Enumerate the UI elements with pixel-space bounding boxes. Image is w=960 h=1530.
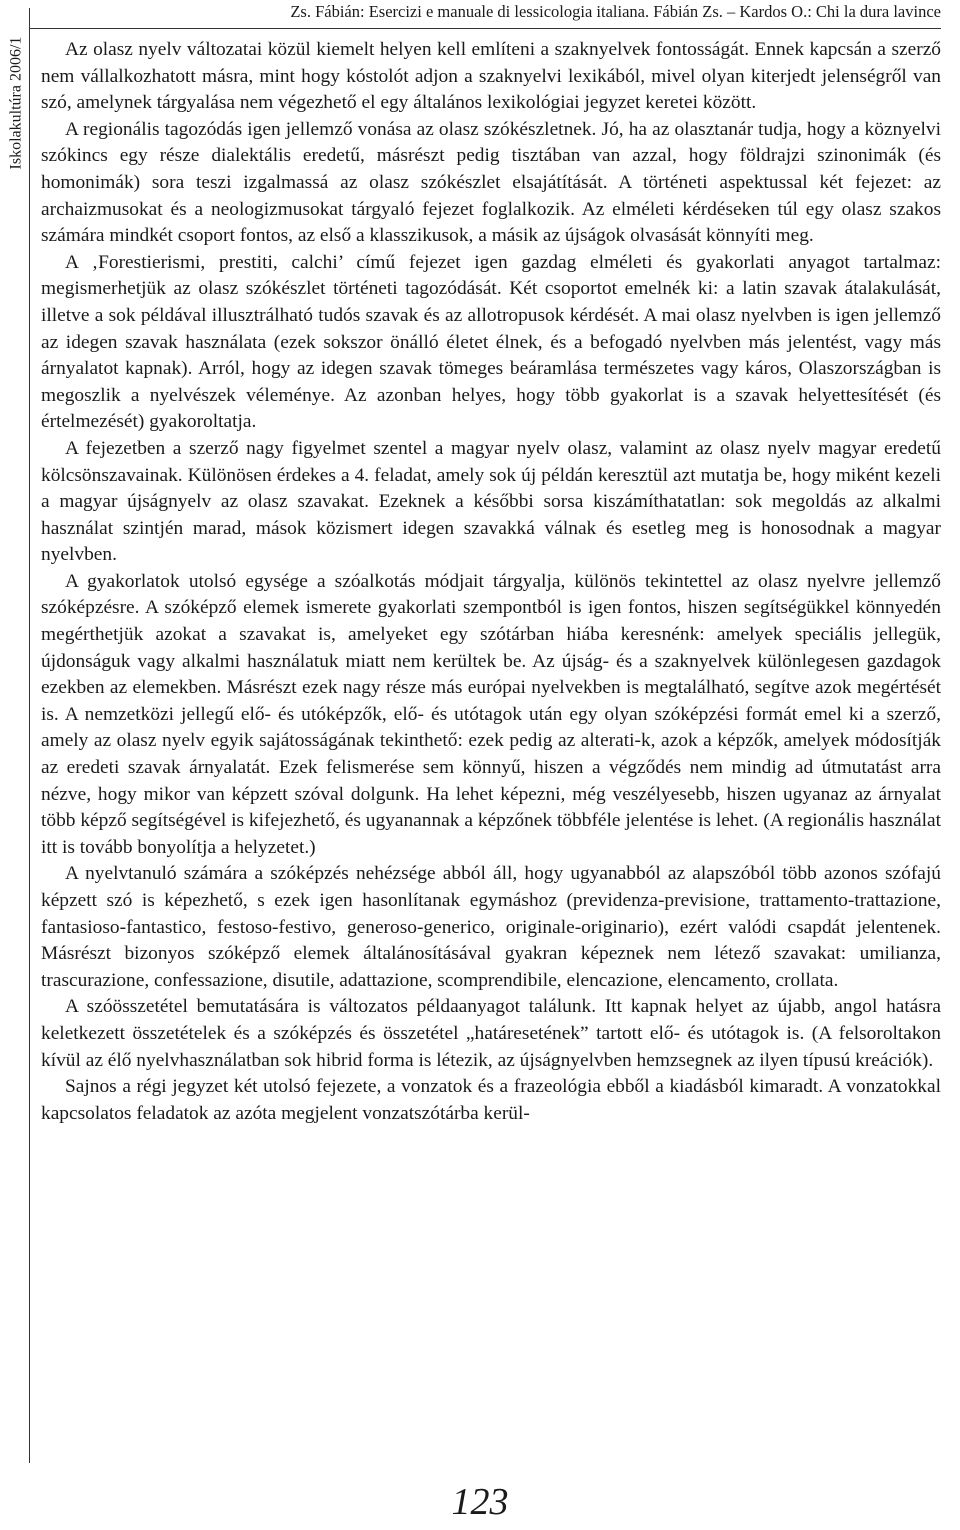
paragraph-2: A regionális tagozódás igen jellemző vonása az olasz szókészletnek. Jó, ha az olasztanár tudja, hogy a köznyelvi szókincs egy része dialektális eredetű, másrészt pedig tisztában van azzal, hogy földrajzi szinonimák (és homonimák) sora teszi izgalmassá az olasz szókészlet elsajátítását. A történeti aspektussal két fejezet: az archaizmusokat és a neologizmusokat tárgyaló fejezet foglalkozik. Az elméleti kérdéseken túl egy olasz szakos számára mindkét csoport fontos, az első a klasszikusok, a másik az újságok olvasását könnyíti meg. [41, 118, 941, 247]
paragraph-3: A ‚Forestierismi, prestiti, calchi’ című fejezet igen gazdag elméleti és gyakorlati anyagot tartalmaz: megismerhetjük az olasz szókészlet történeti tagozódását. Két csoportot emelnék ki: a latin szavak átalakulását, illetve a sok példával illusztrálható tudós szavak és az allotropusok kérdését. A mai olasz nyelvben is igen jellemző az idegen szavak használata (ezek sokszor önálló életet élnek, és a befogadó nyelvben más jelentést, vagy más árnyalatot kapnak). Arról, hogy az idegen szavak tömeges beáramlása természetes vagy káros, Olaszországban is megoszlik a nyelvészek véleménye. Az azonban helyes, hogy több gyakorlat is a szavak helyettesítését (és értelmezését) gyakoroltatja. [41, 251, 941, 433]
paragraph-8: Sajnos a régi jegyzet két utolsó fejezete, a vonzatok és a frazeológia ebből a kiadásból kimaradt. A vonzatokkal kapcsolatos feladatok az azóta megjelent vonzatszótárba kerül- [41, 1076, 941, 1124]
journal-side-label [2, 8, 30, 198]
paragraph-7: A szóösszetétel bemutatására is változatos példaanyagot találunk. Itt kapnak helyet az újabb, angol hatásra keletkezett összetételek és a szóképzés és összetétel „határesetének” tartott elő- és utótagok is. (A felsoroltakon kívül az élő nyelvhasználatban sok hibrid forma is létezik, az újságnyelvben hemzsegnek az ilyen típusú kreációk). [41, 996, 941, 1071]
paragraph-1: Az olasz nyelv változatai közül kiemelt helyen kell említeni a szaknyelvek fontosságát. Ennek kapcsán a szerző nem vállalkozhatott másra, mint hogy kóstolót adjon a szaknyelvi lexikából, mivel olyan kiterjedt jelenségről van szó, amelynek tárgyalása nem végezhető el egy általános lexikológiai jegyzet keretei között. [41, 39, 941, 114]
article-body [41, 37, 941, 1127]
side-rule [29, 8, 30, 1463]
journal-side-label-text: Iskolakultúra 2006/1 [7, 36, 24, 170]
running-head: Zs. Fábián: Esercizi e manuale di lessicologia italiana. Fábián Zs. – Kardos O.: Chi la dura lavince [290, 2, 941, 21]
paragraph-4: A fejezetben a szerző nagy figyelmet szentel a magyar nyelv olasz, valamint az olasz nyelv magyar eredetű kölcsönszavainak. Különösen érdekes a 4. feladat, amely sok új példán keresztül azt mutatja be, hogy miként kezeli a magyar újságnyelv az olasz szavakat. Ezeknek a későbbi sorsa kiszámíthatatlan: sok megoldás az alkalmi használat szintjén marad, mások közismert idegen szavakká válnak és esetleg meg is honosodnak a magyar nyelvben. [41, 437, 941, 566]
paragraph-6: A nyelvtanuló számára a szóképzés nehézsége abból áll, hogy ugyanabból az alapszóból több azonos szófajú képzett szó is képezhető, s ezek igen hasonlítanak egymáshoz (previdenza-previsione, trattamento-trattazione, fantasioso-fantastico, festoso-festivo, generoso-generico, originale-originario), ezért valódi csapdát jelentenek. Másrészt bizonyos szóképző elemek általánosításával gyakran képeznek nem létező szavakat: umilianza, trascurazione, confessazione, disutile, adattazione, scomprendibile, elencazione, elencamento, crollata. [41, 863, 941, 991]
paragraph-5: A gyakorlatok utolsó egysége a szóalkotás módjait tárgyalja, különös tekintettel az olasz nyelvre jellemző szóképzésre. A szóképző elemek ismerete gyakorlati szempontból is igen fontos, hiszen segítségükkel könnyedén megérthetjük azokat a szavakat is, amelyeket egy szótárban hiába keresnénk: amelyek speciális jellegük, újdonságuk vagy alkalmi használatuk miatt nem kerültek be. Az újság- és a szaknyelvek különlegesen gazdagok ezekben az elemekben. Másrészt ezek nagy része más európai nyelvekben is megtalálható, segítve azok megértését is. A nemzetközi jellegű elő- és utóképzők, elő- és utótagok után egy olyan szóképzési formát emel ki a szerző, amely az olasz nyelv egyik sajátosságának tekinthető: ezek pedig az alterati-k, azok a képzők, amelyek módosítják az eredeti szavak árnyalatát. Ezek felismerése sem könnyű, hiszen a végződés nem mindig ad útmutatást arra nézve, hogy mikor van képzett szóval dolgunk. Ha lehet képezni, még veszélyesebb, hiszen ugyanaz az árnyalat több képző segítségével is kifejezhető, és ugyanannak a képzőnek többféle jelentése is lehet. (A regionális használat itt is tovább bonyolítja a helyzetet.) [41, 570, 941, 858]
head-rule [29, 28, 941, 29]
page-number: 123 [451, 1481, 509, 1523]
